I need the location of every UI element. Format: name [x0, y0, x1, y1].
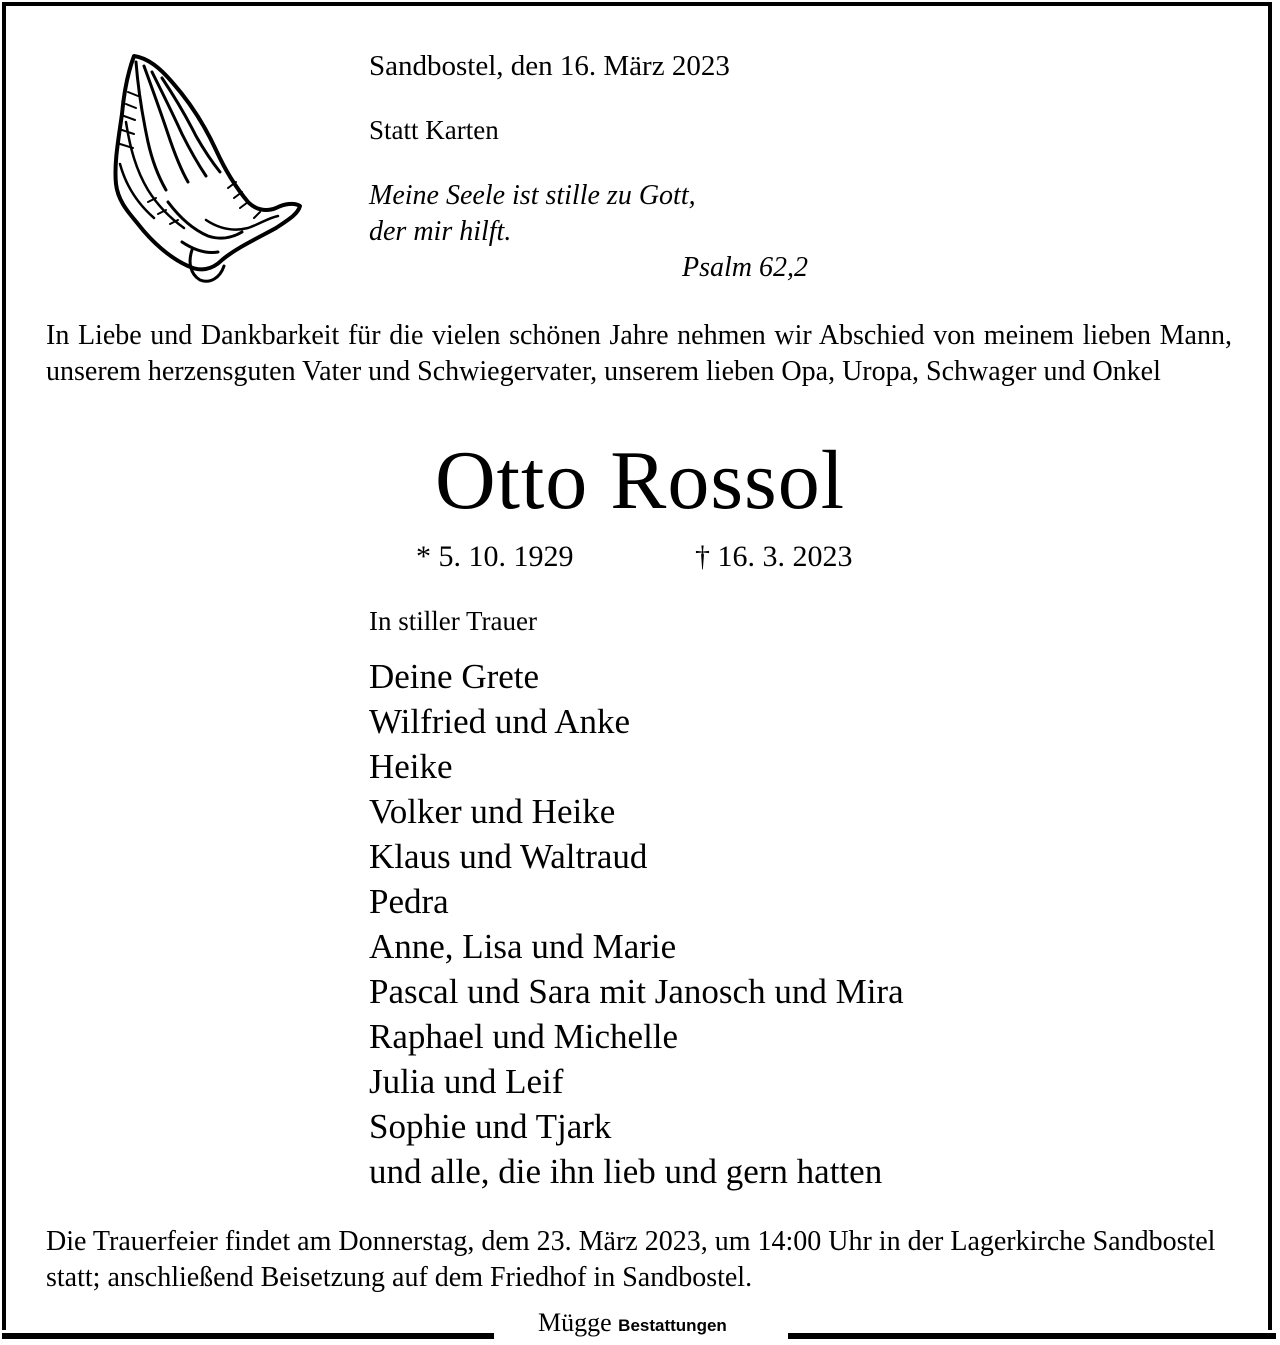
funeral-home-credit [538, 1308, 727, 1338]
mourner-entry: Volker und Heike [369, 792, 616, 831]
death-date: † 16. 3. 2023 [695, 540, 853, 573]
mourners-list [369, 654, 904, 1194]
bottom-rule-right [788, 1333, 1276, 1339]
funeral-home-name: Mügge [538, 1308, 612, 1337]
verse-source: Psalm 62,2 [682, 252, 808, 283]
mourner-entry: Wilfried und Anke [369, 702, 631, 741]
mourner-entry: Heike [369, 747, 453, 786]
mourner-entry: Julia und Leif [369, 1062, 564, 1101]
psalm-verse [369, 178, 696, 250]
mourning-heading: In stiller Trauer [369, 606, 537, 636]
deceased-name: Otto Rossol [434, 434, 846, 527]
intro-text: In Liebe und Dankbarkeit für die vielen schönen Jahre nehmen wir Abschied von meinem lieben Mann, unserem herzensguten Vater und Schwiegervater, unserem lieben Opa, Uropa, Schwager und Onkel [46, 320, 1232, 387]
funeral-home-subtitle: Bestattungen [618, 1316, 727, 1335]
bottom-rule-left [2, 1333, 494, 1339]
mourner-entry: Sophie und Tjark [369, 1107, 612, 1146]
mourner-entry: und alle, die ihn lieb und gern hatten [369, 1152, 883, 1191]
mourner-entry: Deine Grete [369, 657, 540, 696]
mourner-entry: Raphael und Michelle [369, 1017, 679, 1056]
mourner-entry: Pedra [369, 882, 449, 921]
place-date: Sandbostel, den 16. März 2023 [369, 50, 730, 82]
mourner-entry: Pascal und Sara mit Janosch und Mira [369, 972, 904, 1011]
mourner-entry: Anne, Lisa und Marie [369, 927, 677, 966]
statt-karten: Statt Karten [369, 115, 499, 145]
birth-date: * 5. 10. 1929 [416, 540, 574, 573]
verse-line-1: Meine Seele ist stille zu Gott, [369, 180, 696, 211]
praying-hands-icon [108, 52, 304, 284]
funeral-info: Die Trauerfeier findet am Donnerstag, dem 23. März 2023, um 14:00 Uhr in der Lagerkirche Sandbostel statt; anschließend Beisetzung auf dem Friedhof in Sandbostel. [46, 1226, 1216, 1293]
mourner-entry: Klaus und Waltraud [369, 837, 648, 876]
verse-line-2: der mir hilft. [369, 216, 512, 247]
